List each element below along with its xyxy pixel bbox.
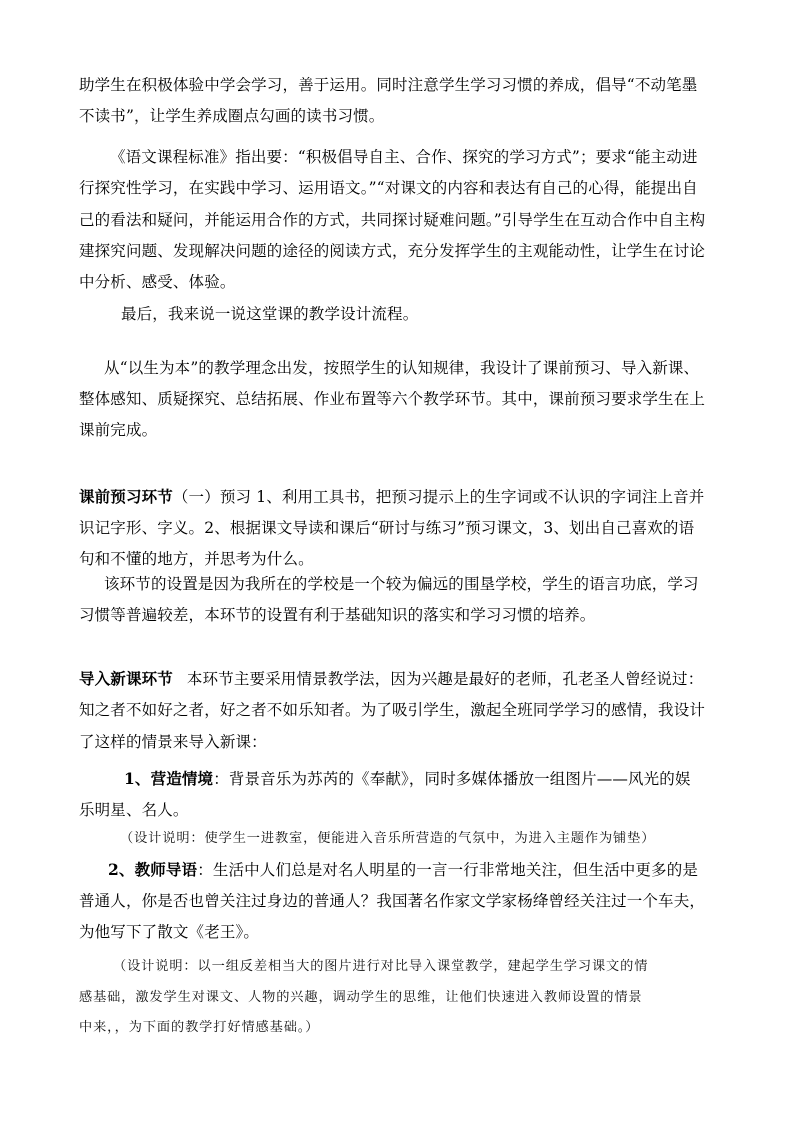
paragraph-line: 该环节的设置是因为我所在的学校是一个较为偏远的围垦学校，学生的语言功底，学习 — [104, 575, 699, 593]
design-note: 感基础，激发学生对课文、人物的兴趣，调动学生的思维，让他们快速进入教师设置的情景 — [79, 990, 643, 1005]
paragraph-line: 习惯等普遍较差，本环节的设置有利于基础知识的落实和学习习惯的培养。 — [79, 606, 596, 624]
section-heading: 课前预习环节 — [79, 487, 173, 506]
paragraph-line: 行探究性学习，在实践中学习、运用语文。”“对课文的内容和表达有自己的心得，能提出自 — [79, 179, 698, 197]
subsection-heading: 1、营造情境 — [124, 769, 214, 788]
paragraph-text: ：背景音乐为苏芮的《奉献》，同时多媒体播放一组图片——风光的娱 — [213, 770, 691, 788]
paragraph-line: 《语文课程标准》指出要：“积极倡导自主、合作、探究的学习方式”；要求“能主动进 — [110, 148, 698, 166]
paragraph-line: 知之者不如好之者，好之者不如乐知者。为了吸引学生，激起全班同学学习的感情，我设计 — [79, 701, 706, 719]
paragraph-line: 中分析、感受、体验。 — [79, 273, 236, 291]
paragraph-line: 句和不懂的地方，并思考为什么。 — [79, 550, 314, 568]
design-note: 中来，，为下面的教学打好情感基础。） — [79, 1020, 320, 1035]
paragraph-line: 识记字形、字义。2、根据课文导读和课后“研讨与练习”预习课文，3、划出自己喜欢的语 — [79, 519, 695, 537]
paragraph-text: （一）预习 1、利用工具书，把预习提示上的生字词或不认识的字词注上音并 — [172, 488, 705, 506]
paragraph-text: 本环节主要采用情景教学法，因为兴趣是最好的老师，孔老圣人曾经说过： — [186, 670, 704, 688]
design-note: （设计说明：以一组反差相当大的图片进行对比导入课堂教学，建起学生学习课文的情 — [113, 959, 649, 974]
paragraph-line: 己的看法和疑问，并能运用合作的方式，共同探讨疑难问题。”引导学生在互动合作中自主构 — [79, 211, 706, 229]
subsection-heading: 2、教师导语 — [108, 860, 198, 879]
paragraph-text: ：生活中人们总是对名人明星的一言一行非常地关注，但生活中更多的是 — [197, 861, 698, 879]
paragraph-line: 课前完成。 — [79, 421, 158, 439]
paragraph-line — [108, 860, 698, 880]
paragraph-line — [79, 487, 704, 507]
paragraph-line — [124, 769, 691, 789]
paragraph-line: 建探究问题、发现解决问题的途径的阅读方式，充分发挥学生的主观能动性，让学生在讨论 — [79, 242, 706, 260]
paragraph-line — [79, 669, 703, 689]
section-heading: 导入新课环节 — [79, 669, 173, 688]
paragraph-line: 助学生在积极体验中学会学习，善于运用。同时注意学生学习习惯的养成，倡导“不动笔墨 — [79, 76, 698, 94]
paragraph-line: 乐明星、名人。 — [79, 801, 189, 819]
paragraph-line: 整体感知、质疑探究、总结拓展、作业布置等六个教学环节。其中，课前预习要求学生在上 — [79, 390, 706, 408]
design-note: （设计说明：使学生一进教室，便能进入音乐所营造的气氛中，为进入主题作为铺垫） — [120, 831, 656, 846]
paragraph-line: 普通人，你是否也曾关注过身边的普通人？我国著名作家文学家杨绛曾经关注过一个车夫， — [79, 892, 706, 910]
paragraph-line: 从“以生为本”的教学理念出发，按照学生的认知规律，我设计了课前预习、导入新课、 — [104, 359, 700, 377]
paragraph-line: 最后，我来说一说这堂课的教学设计流程。 — [121, 305, 419, 323]
paragraph-line: 了这样的情景来导入新课： — [79, 733, 267, 751]
paragraph-line: 不读书”，让学生养成圈点勾画的读书习惯。 — [79, 107, 385, 125]
paragraph-line: 为他写下了散文《老王》。 — [79, 923, 260, 941]
